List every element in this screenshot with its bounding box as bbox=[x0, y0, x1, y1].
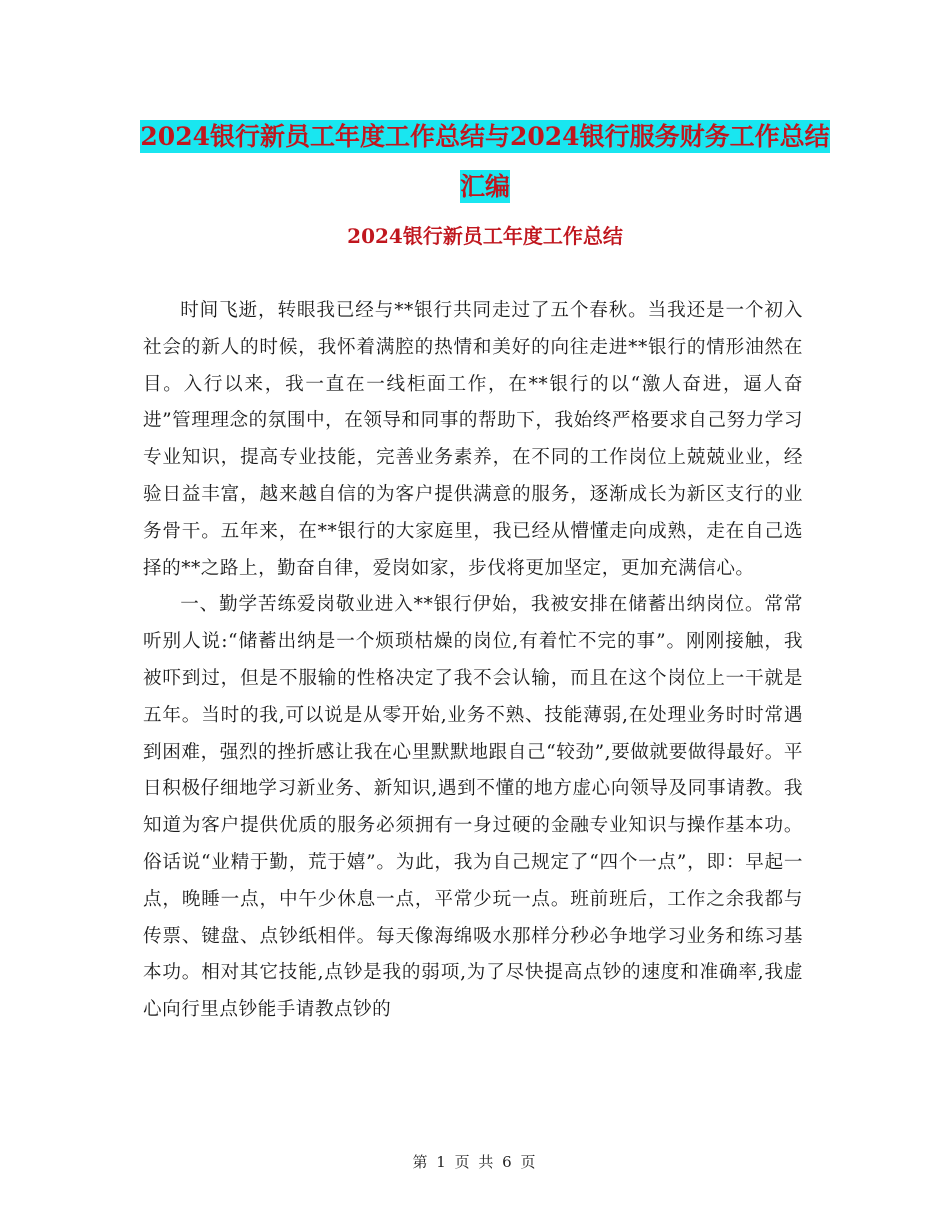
document-title-text: 2024银行新员工年度工作总结与2024银行服务财务工作总结汇编 bbox=[140, 122, 830, 201]
paragraph: 时间飞逝，转眼我已经与**银行共同走过了五个春秋。当我还是一个初入社会的新人的时候，我怀着满腔的热情和美好的向往走进**银行的情形油然在目。入行以来，我一直在一线柜面工作，在**银行的以“激人奋进，逼人奋进”管理理念的氛围中，在领导和同事的帮助下，我始终严格要求自己努力学习专业知识，提高专业技能，完善业务素养，在不同的工作岗位上兢兢业业，经验日益丰富，越来越自信的为客户提供满意的服务，逐渐成长为新区支行的业务骨干。五年来，在**银行的大家庭里，我已经从懵懂走向成熟，走在自己选择的**之路上，勤奋自律，爱岗如家，步伐将更加坚定，更加充满信心。 bbox=[143, 300, 803, 579]
section-title: 2024银行新员工年度工作总结 bbox=[347, 224, 623, 248]
page-footer: 第 1 页 共 6 页 bbox=[412, 1153, 538, 1171]
document-title bbox=[140, 112, 830, 212]
document-body bbox=[143, 293, 803, 1029]
paragraph: 一、勤学苦练爱岗敬业进入**银行伊始，我被安排在储蓄出纳岗位。常常听别人说:“储蓄出纳是一个烦琐枯燥的岗位,有着忙不完的事”。刚刚接触，我被吓到过，但是不服输的性格决定了我不会认输，而且在这个岗位上一干就是五年。当时的我,可以说是从零开始,业务不熟、技能薄弱,在处理业务时时常遇到困难，强烈的挫折感让我在心里默默地跟自己“较劲”,要做就要做得最好。平日积极仔细地学习新业务、新知识,遇到不懂的地方虚心向领导及同事请教。我知道为客户提供优质的服务必须拥有一身过硬的金融专业知识与操作基本功。俗话说“业精于勤，荒于嬉”。为此，我为自己规定了“四个一点”，即：早起一点，晚睡一点，中午少休息一点，平常少玩一点。班前班后，工作之余我都与传票、键盘、点钞纸相伴。每天像海绵吸水那样分秒必争地学习业务和练习基本功。相对其它技能,点钞是我的弱项,为了尽快提高点钞的速度和准确率,我虚心向行里点钞能手请教点钞的 bbox=[143, 594, 803, 1021]
